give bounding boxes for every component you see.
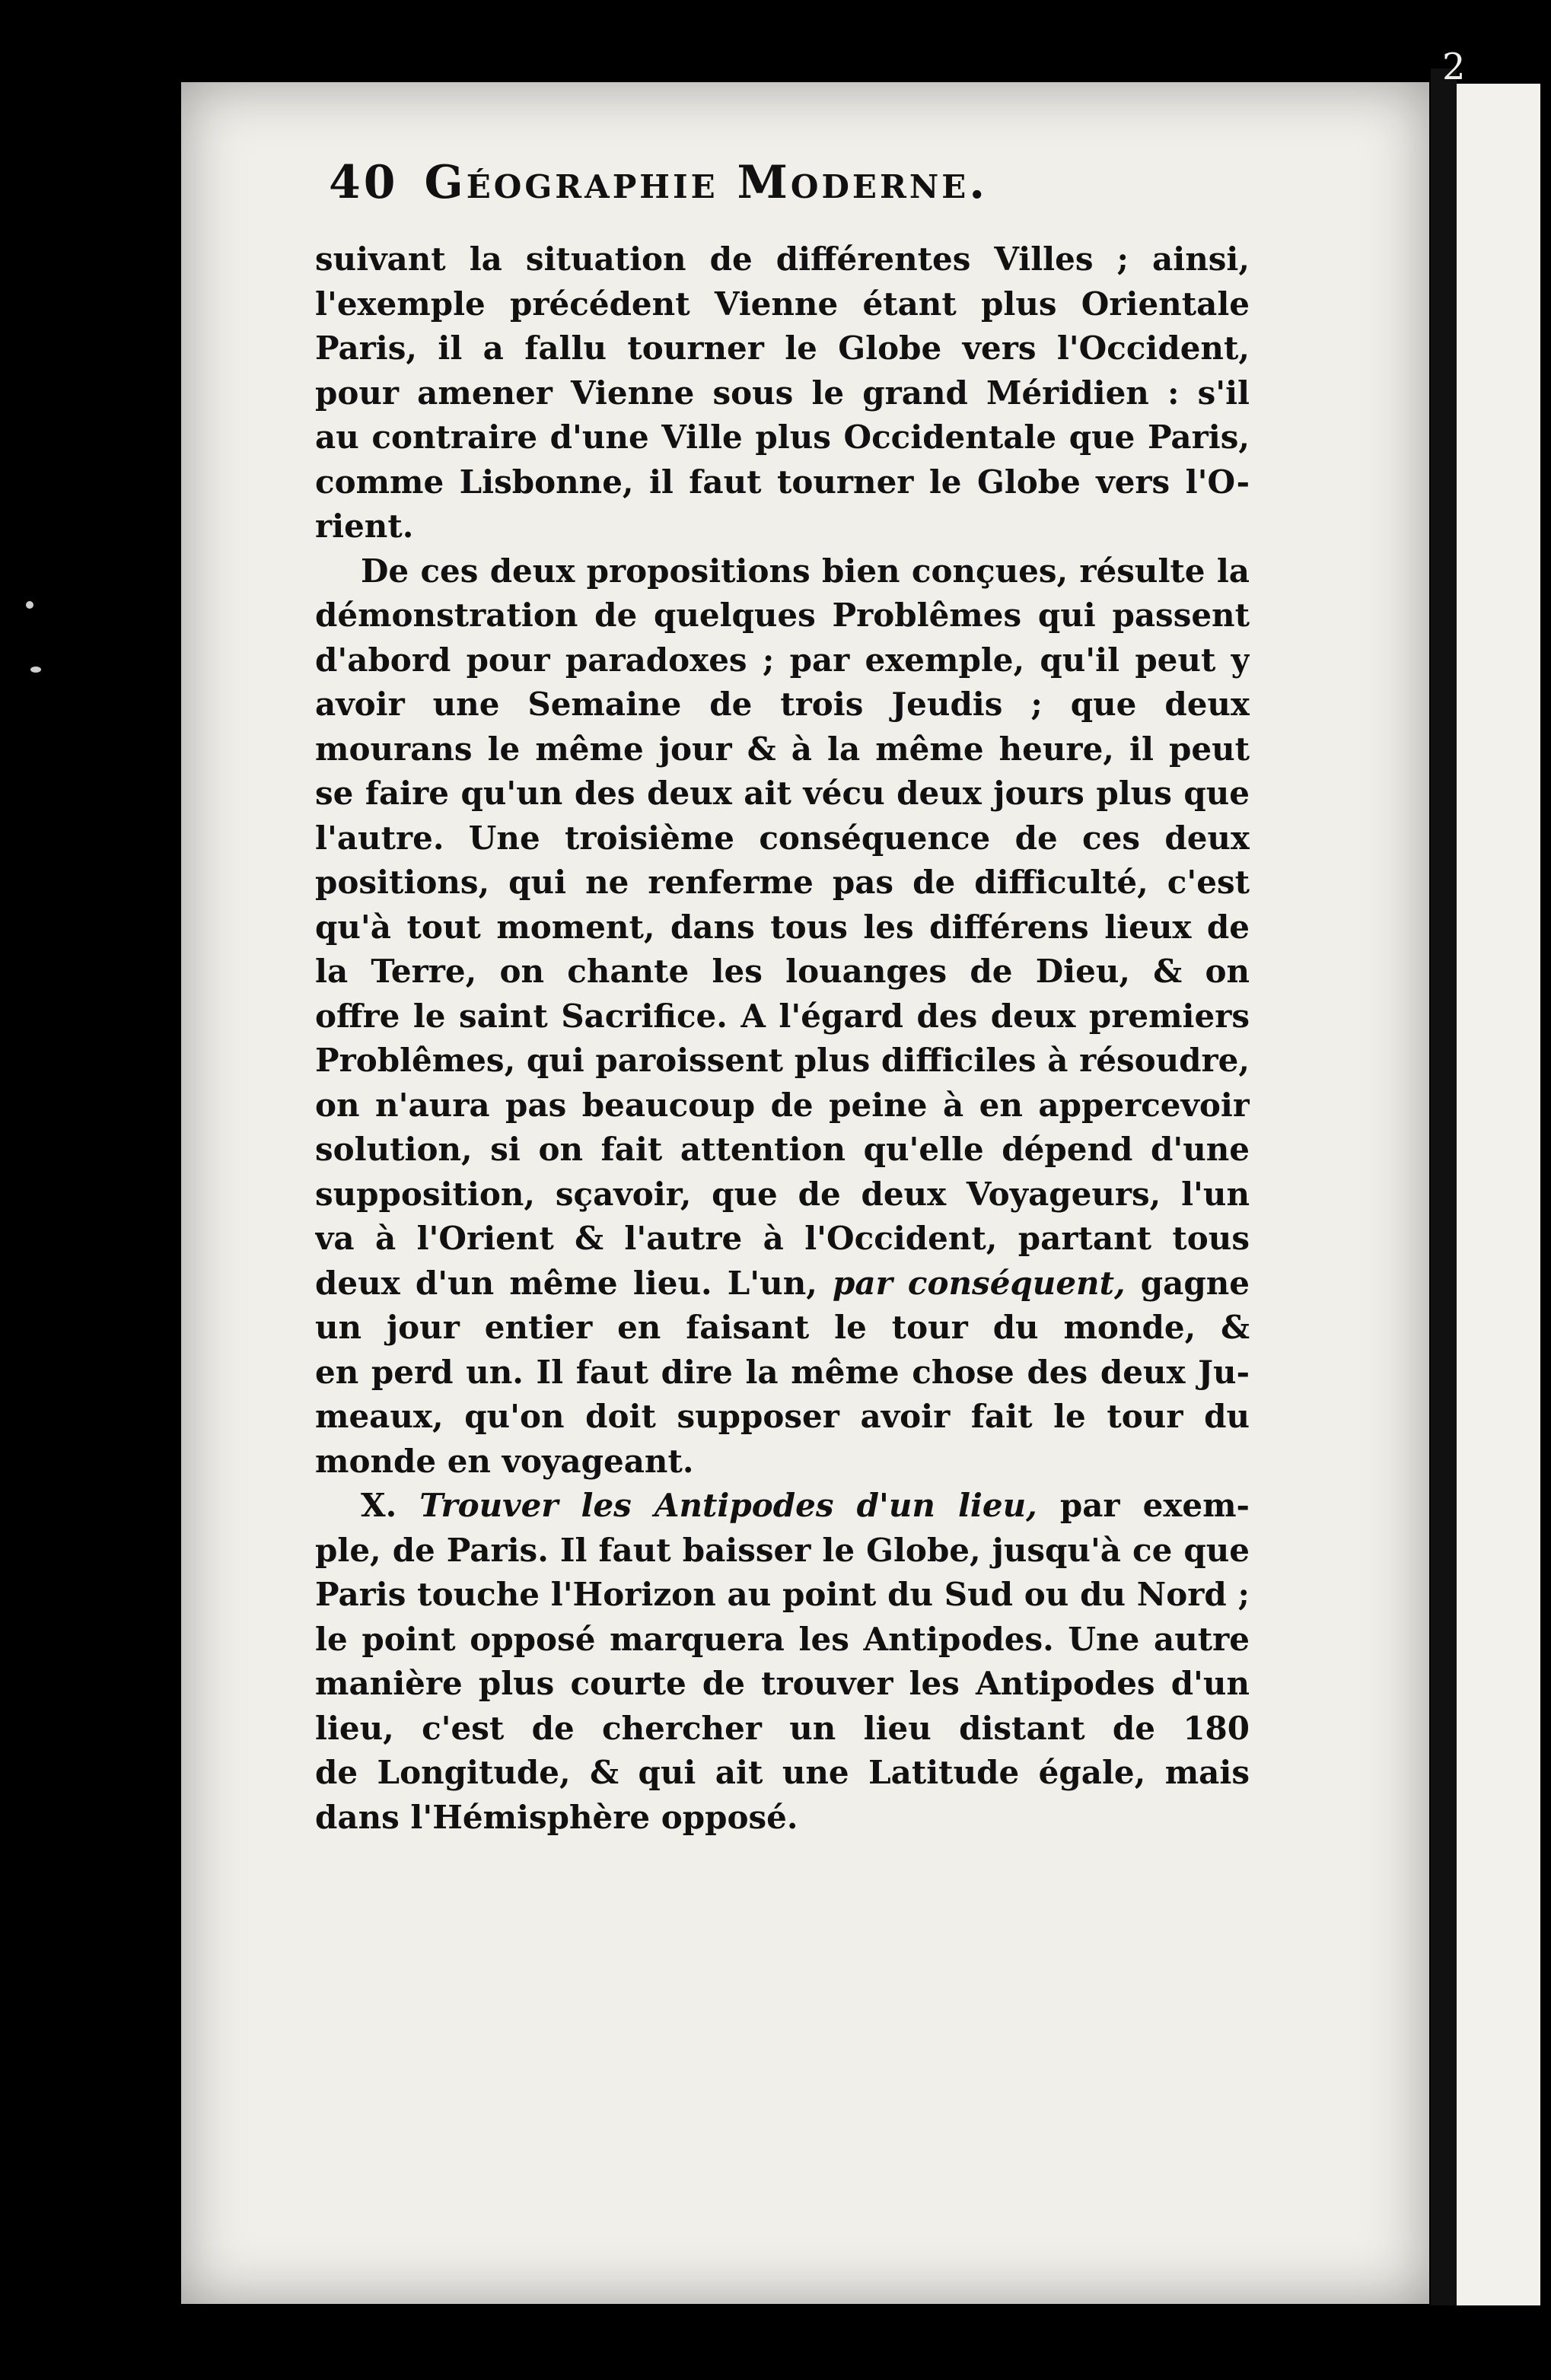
text-run: solution, si on fait attention qu'elle dépend d'une [315,1131,1250,1168]
text-run: de Longitude, & qui ait une Latitude égale, mais [315,1754,1250,1791]
facing-page-strip [1457,84,1540,2305]
text-run: ple, de Paris. Il faut baisser le Globe, jusqu'à ce que [315,1531,1250,1569]
text-line [315,1618,1250,1662]
italic-run: Trouver les Antipodes d'un lieu, [419,1487,1037,1524]
text-line [315,460,1250,505]
text-line [315,326,1250,371]
text-line [315,1039,1250,1083]
text-run: démonstration de quelques Problêmes qui passent [315,597,1250,634]
text-run: deux d'un même lieu. L'un, [315,1264,833,1302]
text-run: se faire qu'un des deux ait vécu deux jours plus que [315,775,1250,812]
text-run: positions, qui ne renferme pas de difficulté, c'est [315,864,1250,901]
text-line [315,1573,1250,1618]
text-run: manière plus courte de trouver les Antipodes d'un [315,1665,1250,1702]
text-line [315,1395,1250,1440]
text-line [315,727,1250,772]
text-run: rient. [315,508,414,545]
text-run: le point opposé marquera les Antipodes. Une autre [315,1620,1250,1658]
text-run: dans l'Hémisphère opposé. [315,1798,798,1836]
text-line [315,1172,1250,1217]
text-run: supposition, sçavoir, que de deux Voyageurs, l'un [315,1175,1250,1213]
text-line [315,772,1250,816]
text-line [315,861,1250,905]
text-line [315,371,1250,416]
text-line [315,994,1250,1039]
running-header [329,156,1280,224]
text-run: X. [361,1487,420,1524]
text-line [315,682,1250,727]
text-run: lieu, c'est de chercher un lieu distant de 180 [315,1709,1250,1747]
body-text [315,237,1250,1840]
text-run: au contraire d'une Ville plus Occidentale que Paris, [315,418,1250,456]
text-line [315,282,1250,327]
corner-mark: 2 [1442,46,1466,88]
text-run: suivant la situation de différentes Villes ; ainsi, [315,240,1250,278]
text-line [315,415,1250,460]
scan-speck [30,667,41,673]
text-run: la Terre, on chante les louanges de Dieu, & on [315,953,1250,990]
text-line [315,950,1250,994]
text-run: monde en voyageant. [315,1442,694,1480]
text-line [315,816,1250,861]
text-run: offre le saint Sacrifice. A l'égard des deux premiers [315,997,1250,1035]
text-run: qu'à tout moment, dans tous les différens lieux de [315,908,1250,946]
text-run: d'abord pour paradoxes ; par exemple, qu'il peut y [315,641,1250,679]
text-line [315,237,1250,282]
text-line [315,1262,1250,1306]
text-line [315,1529,1250,1573]
text-run: Paris touche l'Horizon au point du Sud ou du Nord ; [315,1576,1250,1613]
text-line [315,1128,1250,1172]
text-run: De ces deux propositions bien conçues, résulte la [361,552,1250,590]
text-run: en perd un. Il faut dire la même chose des deux Ju- [315,1353,1250,1391]
running-title: Géographie Moderne. [424,156,989,209]
text-run: va à l'Orient & l'autre à l'Occident, partant tous [315,1220,1250,1257]
text-run: par exem- [1037,1487,1250,1524]
text-run: comme Lisbonne, il faut tourner le Globe vers l'O- [315,463,1250,501]
italic-run: par conséquent, [833,1264,1126,1302]
text-run: l'autre. Une troisième conséquence de ces deux [315,819,1250,857]
text-line [315,905,1250,950]
page-gutter [1431,68,1457,2305]
text-line [315,549,1250,594]
text-line [315,504,1250,549]
text-line [315,1662,1250,1707]
text-line [315,1440,1250,1484]
page-number: 40 [329,156,399,209]
text-line [315,593,1250,638]
text-run: on n'aura pas beaucoup de peine à en appercevoir [315,1086,1250,1124]
text-line [315,638,1250,683]
text-run: Paris, il a fallu tourner le Globe vers l'Occident, [315,329,1250,367]
text-line [315,1351,1250,1395]
text-line [315,1484,1250,1529]
text-line [315,1707,1250,1752]
text-line [315,1083,1250,1128]
text-run: pour amener Vienne sous le grand Méridien : s'il [315,374,1250,412]
text-run: meaux, qu'on doit supposer avoir fait le tour du [315,1398,1250,1435]
text-run: avoir une Semaine de trois Jeudis ; que deux [315,686,1250,723]
text-line [315,1751,1250,1796]
text-line [315,1796,1250,1841]
text-run: gagne [1125,1264,1250,1302]
text-run: mourans le même jour & à la même heure, il peut [315,730,1250,768]
text-run: Problêmes, qui paroissent plus difficiles à résoudre, [315,1042,1250,1079]
text-run: un jour entier en faisant le tour du monde, & [315,1309,1250,1346]
text-line [315,1217,1250,1262]
text-line [315,1306,1250,1351]
text-run: l'exemple précédent Vienne étant plus Orientale [315,285,1250,323]
scan-speck [26,601,33,609]
